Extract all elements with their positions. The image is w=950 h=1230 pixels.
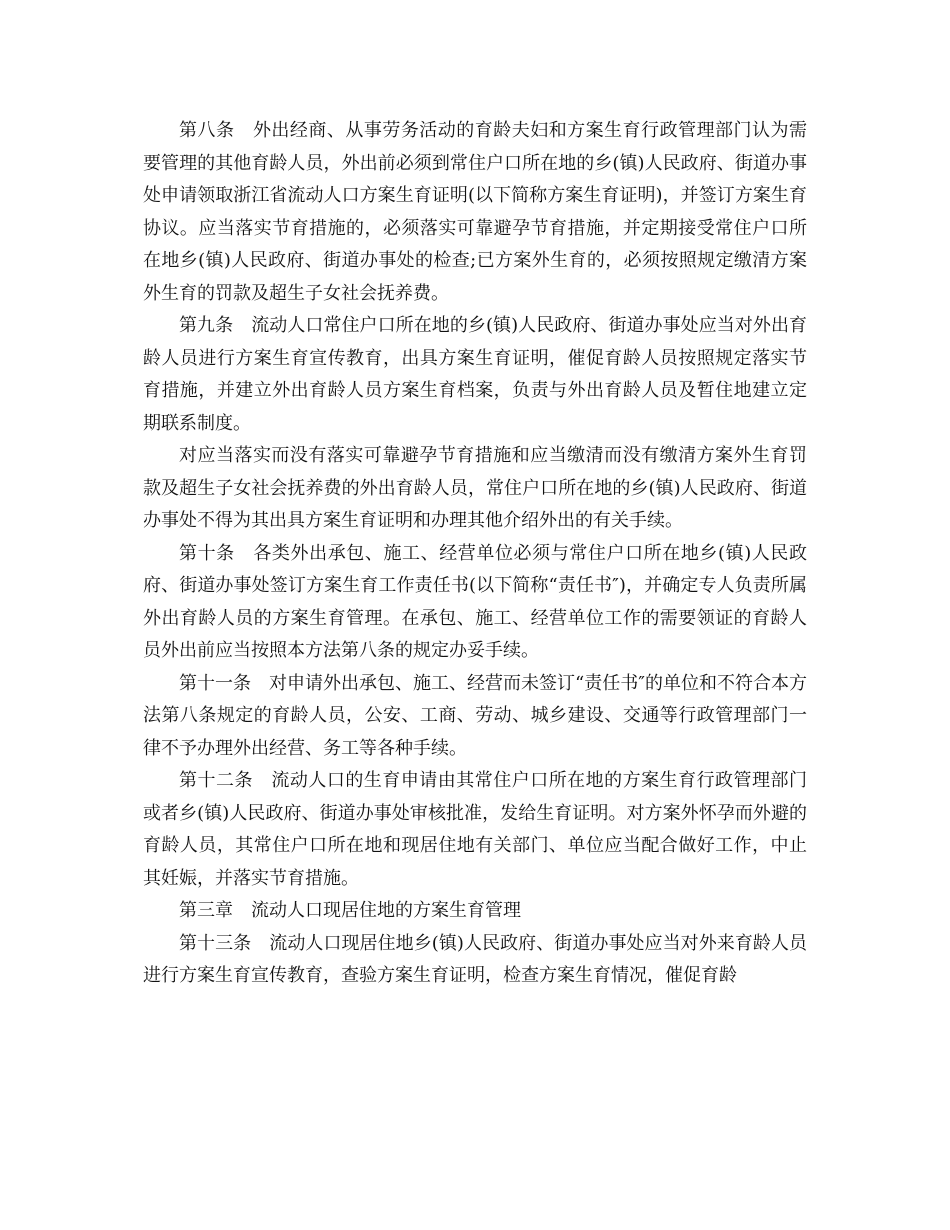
article-13-paragraph: 第十三条 流动人口现居住地乡(镇)人民政府、街道办事处应当对外来育龄人员进行方案生育宣传教育，查验方案生育证明，检查方案生育情况，催促育龄 (143, 932, 807, 986)
article-12-paragraph: 第十二条 流动人口的生育申请由其常住户口所在地的方案生育行政管理部门或者乡(镇)人民政府、街道办事处审核批准，发给生育证明。对方案外怀孕而外避的育龄人员，其常住户口所在地和现居住地有关部门、单位应当配合做好工作，中止其妊娠，并落实节育措施。 (143, 770, 807, 889)
document-body (143, 115, 807, 993)
article-9-continuation-paragraph: 对应当落实而没有落实可靠避孕节育措施和应当缴清而没有缴清方案外生育罚款及超生子女社会抚养费的外出育龄人员，常住户口所在地的乡(镇)人民政府、街道办事处不得为其出具方案生育证明和办理其他介绍外出的有关手续。 (143, 445, 807, 531)
article-10-paragraph: 第十条 各类外出承包、施工、经营单位必须与常住户口所在地乡(镇)人民政府、街道办事处签订方案生育工作责任书(以下简称“责任书″)，并确定专人负责所属外出育龄人员的方案生育管理。在承包、施工、经营单位工作的需要领证的育龄人员外出前应当按照本方法第八条的规定办妥手续。 (143, 542, 807, 661)
article-8-paragraph: 第八条 外出经商、从事劳务活动的育龄夫妇和方案生育行政管理部门认为需要管理的其他育龄人员，外出前必须到常住户口所在地的乡(镇)人民政府、街道办事处申请领取浙江省流动人口方案生育证明(以下简称方案生育证明)，并签订方案生育协议。应当落实节育措施的，必须落实可靠避孕节育措施，并定期接受常住户口所在地乡(镇)人民政府、街道办事处的检查;已方案外生育的，必须按照规定缴清方案外生育的罚款及超生子女社会抚养费。 (143, 120, 807, 304)
article-9-paragraph: 第九条 流动人口常住户口所在地的乡(镇)人民政府、街道办事处应当对外出育龄人员进行方案生育宣传教育，出具方案生育证明，催促育龄人员按照规定落实节育措施，并建立外出育龄人员方案生育档案，负责与外出育龄人员及暂住地建立定期联系制度。 (143, 315, 807, 434)
article-11-paragraph: 第十一条 对申请外出承包、施工、经营而未签订“责任书″的单位和不符合本方法第八条规定的育龄人员，公安、工商、劳动、城乡建设、交通等行政管理部门一律不予办理外出经营、务工等各种手续。 (143, 672, 807, 759)
chapter-3-heading: 第三章 流动人口现居住地的方案生育管理 (179, 900, 521, 921)
